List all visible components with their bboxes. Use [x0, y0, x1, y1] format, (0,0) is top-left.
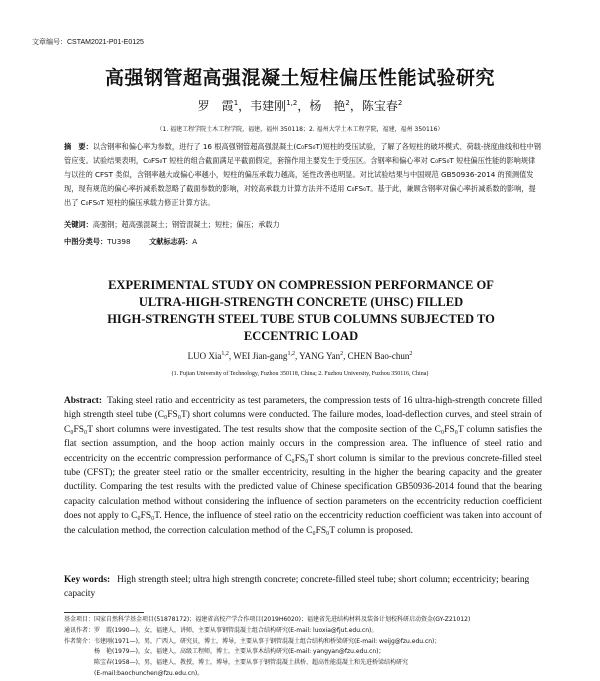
author-affiliation-mark: 1,2 — [286, 99, 298, 107]
english-title-line: EXPERIMENTAL STUDY ON COMPRESSION PERFORMANCE OF — [108, 278, 494, 292]
footnote-line: (E-mail:baochunchen@fzu.edu.cn)。 — [64, 669, 204, 677]
chinese-classification — [64, 235, 542, 249]
author-separator: ， — [238, 99, 251, 113]
english-title-line: ECCENTRIC LOAD — [243, 329, 359, 343]
footnote-line: 杨 艳(1979—)，女，福建人，高级工程师，博士，主要从事木结构研究(E-mail: yangyan@fzu.edu.cn)； — [64, 648, 385, 656]
author-affiliation-mark: 1,2 — [221, 351, 229, 357]
english-abstract-label: Abstract: — [64, 396, 103, 406]
author-separator: ， — [349, 99, 362, 113]
author-separator: ， — [297, 99, 310, 113]
english-keywords-label: Key words: — [64, 575, 111, 585]
english-title-line: HIGH-STRENGTH STEEL TUBE STUB COLUMNS SUBJECTED TO — [107, 312, 495, 326]
author-affiliation-mark: 2 — [345, 99, 350, 107]
author-affiliation-mark: 2 — [397, 99, 403, 107]
english-abstract — [64, 394, 542, 538]
author-separator: , — [228, 351, 234, 361]
english-abstract-text: Taking steel ratio and eccentricity as test parameters, the compression tests of 16 ultra-high-strength concrete filled high strength steel tube (C₀FS₀T) short columns were conducted. The failure modes, load-deflection curves, and steel strain of C₀FS₀T short columns were investigated. The test results show that the composite section of the C₀FS₀T column satisfies the flat section assumption, and the hoop action mainly occurs in the compression area. The influence of steel ratio and eccentricity on the eccentric compression performance of C₀FS₀T short column is similar to the previous concrete-filled steel tube (CFST); the greater steel ratio or the smaller eccentricity, resulting in the higher the bearing capacity and the greater ductility. Comparing the test results with the predicted value of Chinese specification GB50936-2014 found that the bearing capacity calculation method without considering the influence of section parameters on the eccentricity reduction coefficient does not apply to C₀FS₀T. Hence, the influence of steel ratio on the eccentricity reduction coefficient was taken into account of the calculation method, the correction calculation method of the C₀FS₀T column is proposed. — [64, 396, 543, 536]
footnote-line: 陈宝春(1958—)，男，福建人，教授，博士，博导，主要从事于钢管混凝土拱桥、超高性能混凝土和先进桥梁结构研究 — [64, 659, 408, 667]
document-code-label: 文献标志码： — [149, 237, 193, 246]
english-affiliation: (1. Fujian University of Technology, Fuzhou 350118, China; 2. Fuzhou University, Fuzhou 350116, China) — [171, 371, 429, 377]
chinese-author-list — [0, 97, 600, 114]
chinese-author: 罗 霞 — [197, 99, 234, 113]
article-number: 文章编号：CSTAM2021-P01-E0125 — [32, 39, 144, 46]
chinese-abstract-label: 摘 要： — [64, 142, 93, 151]
author-affiliation-mark: 1 — [233, 99, 239, 107]
footnote-line: 通讯作者：罗 霞(1990—)，女，福建人，讲师，主要从事钢管混凝土组合结构研究(E-mail: luoxia@fjut.edu.cn)。 — [64, 626, 378, 634]
english-author: YANG Yan — [299, 351, 341, 361]
english-author-list — [0, 351, 600, 361]
author-separator: , — [294, 351, 300, 361]
chinese-author: 陈宝春 — [361, 99, 398, 113]
english-keywords — [64, 573, 542, 602]
english-title-line: ULTRA-HIGH-STRENGTH CONCRETE (UHSC) FILLED — [138, 295, 464, 309]
footnotes — [64, 615, 544, 680]
chinese-keywords-label: 关键词： — [64, 220, 93, 229]
chinese-abstract — [64, 140, 542, 210]
english-keywords-text: High strength steel; ultra high strength concrete; concrete-filled steel tube; short column; eccentricity; bearing capacity — [64, 575, 530, 600]
author-separator: , — [343, 351, 348, 361]
chinese-keywords — [64, 218, 542, 232]
author-affiliation-mark: 1,2 — [287, 351, 295, 357]
english-title — [60, 277, 542, 345]
footnote-line: 作者简介：韦建刚(1971—)，男，广西人，研究员，博士，博导，主要从事于钢管混凝土组合结构和桥梁研究(E-mail: weijg@fzu.edu.cn)； — [64, 637, 441, 645]
chinese-abstract-text: 以含钢率和偏心率为参数，进行了 16 根高强钢管超高强混凝土(C₀FS₀T)短柱的受压试验，了解了各短柱的破坏模式、荷载-挠度曲线和柱中钢管应变。试验结果表明，C₀FS₀T 短柱的组合截面满足平截面假定，套箍作用主要发生于受压区。含钢率和偏心率对 C₀FS₀T 短柱偏压性能的影响规律与以往的 CFST 类似，含钢率越大或偏心率越小，短柱的偏压承载力越高，延性改善也明显。对比试验结果与中国规范 GB50936-2014 的预测值发现，现有规范的偏心率折减系数忽略了截面参数的影响，对较高承载力计算方法并不适用 C₀FS₀T。基于此，兼顾含钢率对偏心率折减系数的影响，提出了 C₀FS₀T 短柱的偏压承载力修正计算方法。 — [64, 142, 541, 207]
document-code-value: A — [192, 237, 198, 246]
english-author: CHEN Bao-chun — [347, 351, 410, 361]
classification-value: TU398 — [107, 237, 131, 246]
chinese-keywords-text: 高强钢；超高强混凝土；钢管混凝土；短柱；偏压；承载力 — [92, 220, 280, 229]
author-affiliation-mark: 2 — [409, 351, 413, 357]
english-author: WEI Jian-gang — [233, 351, 288, 361]
footnote-divider — [64, 612, 144, 613]
english-author: LUO Xia — [187, 351, 222, 361]
footnote-line: 基金项目：国家自然科学基金项目(51878172)；福建省高校产学合作项目(2019H6020)；福建省先进结构材料及装备计划校科研启动资金(GY-Z21012) — [64, 616, 471, 623]
chinese-affiliation: （1. 福建工程学院土木工程学院，福建，福州 350118；2. 福州大学土木工程学院，福建，福州 350116） — [156, 126, 444, 133]
author-affiliation-mark: 2 — [340, 351, 344, 357]
classification-label: 中图分类号： — [64, 237, 108, 246]
chinese-title: 高强钢管超高强混凝土短柱偏压性能试验研究 — [104, 67, 495, 89]
chinese-author: 杨 艳 — [309, 99, 346, 113]
chinese-author: 韦建刚 — [250, 99, 287, 113]
